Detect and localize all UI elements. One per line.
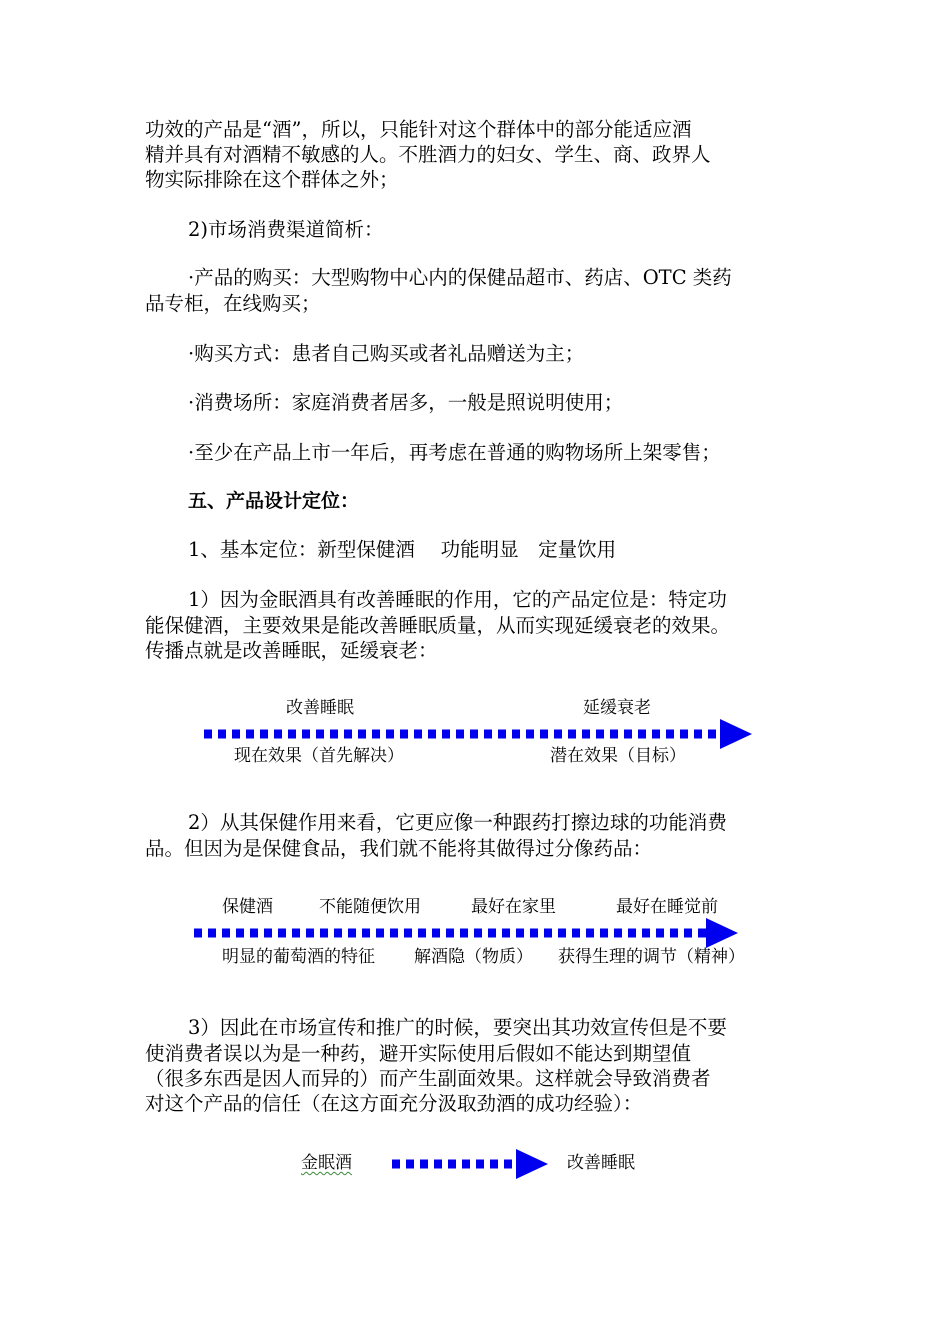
paragraph-line: （很多东西是因人而异的）而产生副面效果。这样就会导致消费者 bbox=[145, 1067, 711, 1090]
paragraph-line: 1）因为金眠酒具有改善睡眠的作用，它的产品定位是：特定功 bbox=[188, 588, 727, 611]
diagram-label: 金眠酒 bbox=[301, 1153, 352, 1173]
arrow-head bbox=[516, 1149, 548, 1179]
paragraph-line: 物实际排除在这个群体之外； bbox=[145, 168, 399, 191]
section-heading: 五、产品设计定位： bbox=[188, 490, 360, 512]
diagram-label: 现在效果（首先解决） bbox=[234, 746, 404, 766]
diagram-label: 潜在效果（目标） bbox=[550, 746, 686, 766]
diagram-label: 获得生理的调节（精神） bbox=[558, 947, 745, 967]
paragraph-purchase-method: ·购买方式：患者自己购买或者礼品赠送为主； bbox=[188, 342, 585, 365]
arrow-head bbox=[706, 918, 738, 948]
paragraph-line: 能保健酒，主要效果是能改善睡眠质量，从而实现延缓衰老的效果。 bbox=[145, 614, 731, 637]
diagram-label: 保健酒 bbox=[222, 897, 273, 917]
paragraph-retail-timing: ·至少在产品上市一年后，再考虑在普通的购物场所上架零售； bbox=[188, 441, 721, 464]
diagram-label: 改善睡眠 bbox=[567, 1153, 635, 1173]
dotted-arrow bbox=[388, 1146, 558, 1182]
paragraph-basic-positioning: 1、基本定位：新型保健酒 功能明显 定量饮用 bbox=[188, 538, 617, 561]
paragraph-line: 功效的产品是“酒”，所以，只能针对这个群体中的部分能适应酒 bbox=[145, 118, 692, 141]
paragraph-channel-analysis: 2)市场消费渠道简析： bbox=[188, 218, 384, 241]
paragraph-line: 2）从其保健作用来看，它更应像一种跟药打擦边球的功能消费 bbox=[188, 811, 727, 834]
paragraph-line: 品。但因为是保健食品，我们就不能将其做得过分像药品： bbox=[145, 837, 653, 860]
paragraph-line: 传播点就是改善睡眠，延缓衰老： bbox=[145, 639, 438, 662]
paragraph-line: 使消费者误以为是一种药，避开实际使用后假如不能达到期望值 bbox=[145, 1042, 692, 1065]
paragraph-line: 对这个产品的信任（在这方面充分汲取劲酒的成功经验）： bbox=[145, 1092, 643, 1115]
diagram-label: 延缓衰老 bbox=[583, 698, 651, 718]
arrow-head bbox=[720, 719, 752, 749]
paragraph-line: 精并具有对酒精不敏感的人。不胜酒力的妇女、学生、商、政界人 bbox=[145, 143, 711, 166]
diagram-label: 改善睡眠 bbox=[286, 698, 354, 718]
diagram-label: 不能随便饮用 bbox=[319, 897, 421, 917]
paragraph-line: ·产品的购买：大型购物中心内的保健品超市、药店、OTC 类药 bbox=[188, 266, 732, 289]
paragraph-consumption-place: ·消费场所：家庭消费者居多，一般是照说明使用； bbox=[188, 391, 624, 414]
diagram-label: 解酒隐（物质） bbox=[414, 947, 533, 967]
paragraph-line: 3）因此在市场宣传和推广的时候，要突出其功效宣传但是不要 bbox=[188, 1016, 727, 1039]
diagram-label: 明显的葡萄酒的特征 bbox=[222, 947, 375, 967]
paragraph-line: 品专柜，在线购买； bbox=[145, 292, 321, 315]
diagram-label: 最好在睡觉前 bbox=[616, 897, 718, 917]
diagram-label: 最好在家里 bbox=[471, 897, 556, 917]
